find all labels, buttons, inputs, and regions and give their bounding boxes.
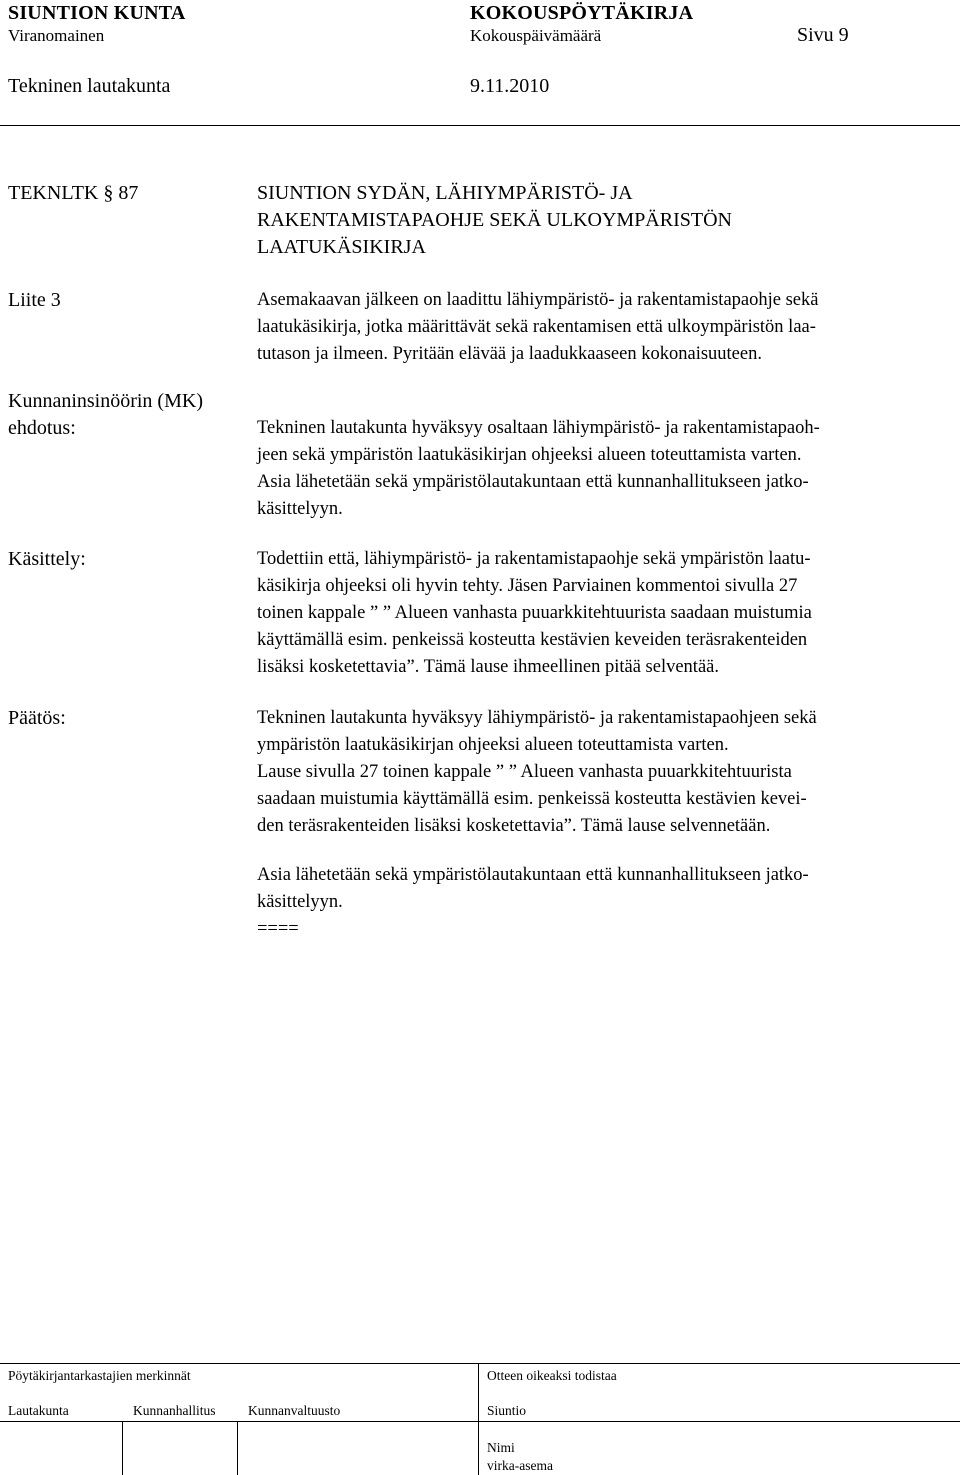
text-line: käsittelyyn. (257, 499, 343, 519)
section-title (257, 180, 732, 261)
text-line: Lause sivulla 27 toinen kappale ” ” Alueen vanhasta puuarkkitehtuurista (257, 762, 792, 782)
footer-column-divider (237, 1421, 238, 1475)
decision-label: Päätös: (8, 707, 66, 729)
section-title-line: LAATUKÄSIKIRJA (257, 236, 426, 258)
title-label: virka-asema (487, 1458, 553, 1473)
handling-text (257, 546, 947, 681)
footer-place: Siuntio (487, 1403, 527, 1418)
certified-label: Otteen oikeaksi todistaa (487, 1368, 617, 1383)
text-line: den teräsrakenteiden lisäksi kosketettavia”. Tämä lause selvennetään. (257, 816, 771, 836)
proposal-label (8, 388, 203, 442)
text-line: Todettiin että, lähiympäristö- ja rakentamistapaohje sekä ympäristön laatu- (257, 549, 811, 569)
text-line: lisäksi kosketettavia”. Tämä lause ihmeellinen pitää selventää. (257, 657, 719, 677)
name-label: Nimi (487, 1440, 515, 1455)
section-title-line: RAKENTAMISTAPAOHJE SEKÄ ULKOYMPÄRISTÖN (257, 209, 732, 231)
attachment-text (257, 287, 947, 368)
proposal-text (257, 415, 947, 523)
text-line: tutason ja ilmeen. Pyritään elävää ja laadukkaaseen kokonaisuuteen. (257, 344, 762, 364)
text-line: Asia lähetetään sekä ympäristölautakuntaan että kunnanhallitukseen jatko- (257, 472, 809, 492)
text-line: Tekninen lautakunta hyväksyy osaltaan lähiympäristö- ja rakentamistapaoh- (257, 418, 820, 438)
end-marker: ==== (257, 919, 299, 939)
footer-row-divider (0, 1421, 960, 1422)
footer-col-kunnanvaltuusto: Kunnanvaltuusto (248, 1403, 341, 1418)
page-number: Sivu 9 (797, 24, 849, 46)
footer-col-lautakunta: Lautakunta (8, 1403, 69, 1418)
text-line: käsittelyyn. (257, 892, 343, 912)
decision-text (257, 705, 947, 840)
text-line: saadaan muistumia käyttämällä esim. penkeissä kosteutta kestävien kevei- (257, 789, 807, 809)
reviewers-label: Pöytäkirjantarkastajien merkinnät (8, 1368, 191, 1383)
text-line: Asemakaavan jälkeen on laadittu lähiympäristö- ja rakentamistapaohje sekä (257, 290, 819, 310)
text-line: Tekninen lautakunta hyväksyy lähiympäristö- ja rakentamistapaohjeen sekä (257, 708, 817, 728)
header-divider (0, 125, 960, 126)
meeting-date: 9.11.2010 (470, 75, 550, 97)
date-label: Kokouspäivämäärä (470, 26, 602, 45)
footer-column-divider (122, 1421, 123, 1475)
org-name: SIUNTION KUNTA (8, 2, 186, 24)
text-line: toinen kappale ” ” Alueen vanhasta puuarkkitehtuurista saadaan muistumia (257, 603, 812, 623)
text-line: Asia lähetetään sekä ympäristölautakuntaan että kunnanhallitukseen jatko- (257, 865, 809, 885)
authority-label: Viranomainen (8, 26, 105, 45)
text-line: jeen sekä ympäristön laatukäsikirjan ohjeeksi alueen toteuttamista varten. (257, 445, 802, 465)
text-line: laatukäsikirja, jotka määrittävät sekä rakentamisen että ulkoympäristön laa- (257, 317, 816, 337)
authority-name: Tekninen lautakunta (8, 75, 171, 97)
text-line: käsikirja ohjeeksi oli hyvin tehty. Jäsen Parviainen kommentoi sivulla 27 (257, 576, 798, 596)
proposal-label-line: ehdotus: (8, 417, 76, 439)
text-line: käyttämällä esim. penkeissä kosteutta kestävien keveiden teräsrakenteiden (257, 630, 808, 650)
section-title-line: SIUNTION SYDÄN, LÄHIYMPÄRISTÖ- JA (257, 182, 633, 204)
section-number: TEKNLTK § 87 (8, 182, 139, 204)
footer-divider (0, 1363, 960, 1364)
text-line: ympäristön laatukäsikirjan ohjeeksi alueen toteuttamista varten. (257, 735, 729, 755)
footer-column-divider (478, 1363, 479, 1475)
handling-label: Käsittely: (8, 548, 86, 570)
decision-text-continued (257, 862, 947, 943)
attachment-label: Liite 3 (8, 289, 61, 311)
proposal-label-line: Kunnaninsinöörin (MK) (8, 390, 203, 412)
document-type: KOKOUSPÖYTÄKIRJA (470, 2, 694, 24)
footer-col-kunnanhallitus: Kunnanhallitus (133, 1403, 216, 1418)
